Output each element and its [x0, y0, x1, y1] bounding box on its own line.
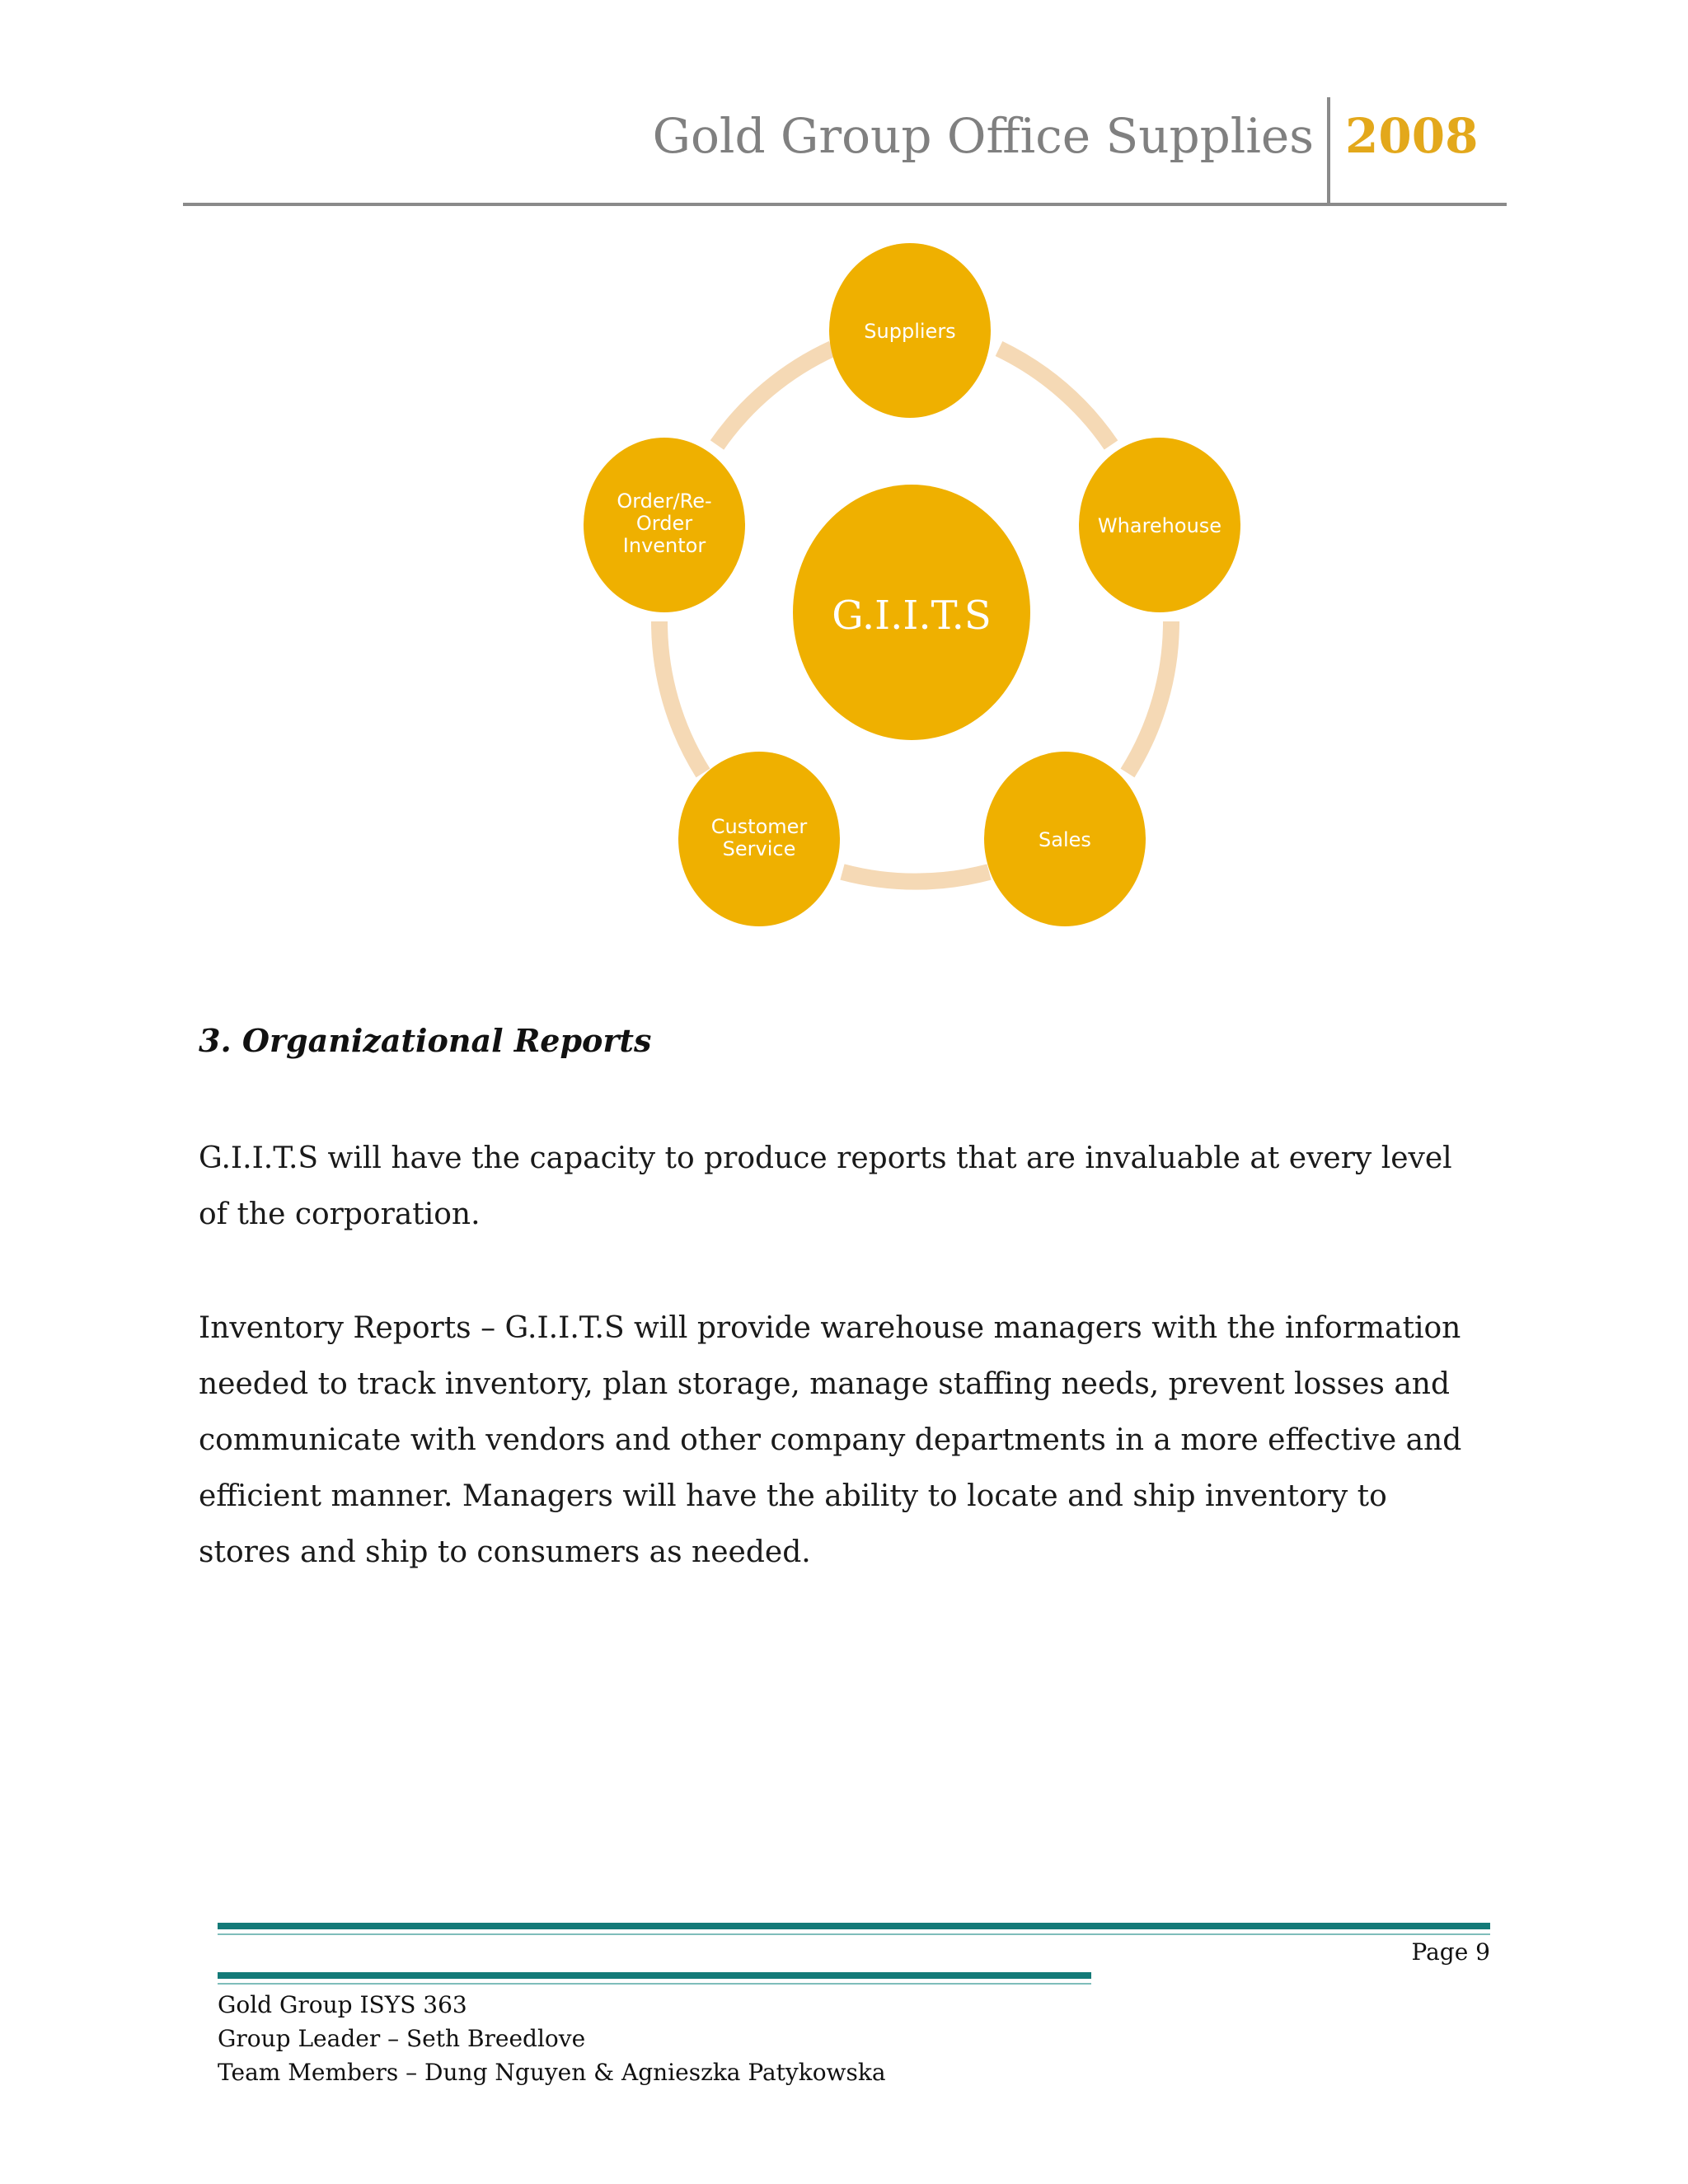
body-paragraph: Inventory Reports – G.I.I.T.S will provide warehouse managers with the information needed to track inventory, plan storage, manage staffing needs, prevent losses and communicate with vendors and other company departments in a more effective and efficient manner. Managers will have the ability to locate and ship inventory to stores and ship to consumers as needed.	[199, 1311, 1462, 1569]
header-title: Gold Group Office Supplies	[652, 108, 1314, 164]
node-label: Order/Re-	[617, 490, 712, 513]
footer-course: Gold Group ISYS 363	[218, 1991, 467, 2018]
node-label: Customer	[710, 815, 808, 838]
header-year: 2008	[1345, 108, 1479, 164]
connector-sales-customer	[842, 872, 989, 882]
node-label: Suppliers	[864, 320, 956, 343]
node-label: Inventor	[622, 534, 706, 557]
node-label: Wharehouse	[1097, 514, 1222, 537]
center-label: G.I.I.T.S	[832, 593, 992, 639]
connector-suppliers-wharehouse	[999, 349, 1111, 445]
connector-wharehouse-sales	[1128, 621, 1171, 773]
footer-rule-short-thin	[218, 1983, 1091, 1985]
page-number: Page 9	[1411, 1938, 1490, 1966]
header-divider	[1327, 97, 1330, 204]
footer-rule-long	[218, 1923, 1490, 1929]
footer-group-leader: Group Leader – Seth Breedlove	[218, 2025, 586, 2052]
header-rule	[183, 203, 1507, 206]
footer-team-members: Team Members – Dung Nguyen & Agnieszka Patykowska	[218, 2059, 886, 2086]
node-suppliers	[829, 243, 991, 418]
node-wharehouse	[1079, 438, 1240, 612]
node-sales	[984, 752, 1146, 926]
node-customer-service	[678, 752, 840, 926]
cycle-diagram	[569, 231, 1261, 940]
footer-rule-short	[218, 1972, 1091, 1979]
body-paragraph: G.I.I.T.S will have the capacity to produce reports that are invaluable at every level of the corporation.	[199, 1141, 1452, 1231]
node-order-reorder-inventory	[584, 438, 745, 612]
connector-order-suppliers	[717, 349, 832, 445]
footer-credits	[218, 1988, 886, 2089]
connector-customer-order	[659, 621, 703, 773]
center-node	[793, 485, 1030, 740]
section-heading: 3. Organizational Reports	[199, 1022, 652, 1059]
node-label: Order	[635, 512, 693, 535]
node-label: Service	[722, 837, 796, 860]
node-label: Sales	[1039, 828, 1091, 851]
footer-rule-long-thin	[218, 1933, 1490, 1935]
cycle-diagram-svg	[569, 231, 1261, 940]
